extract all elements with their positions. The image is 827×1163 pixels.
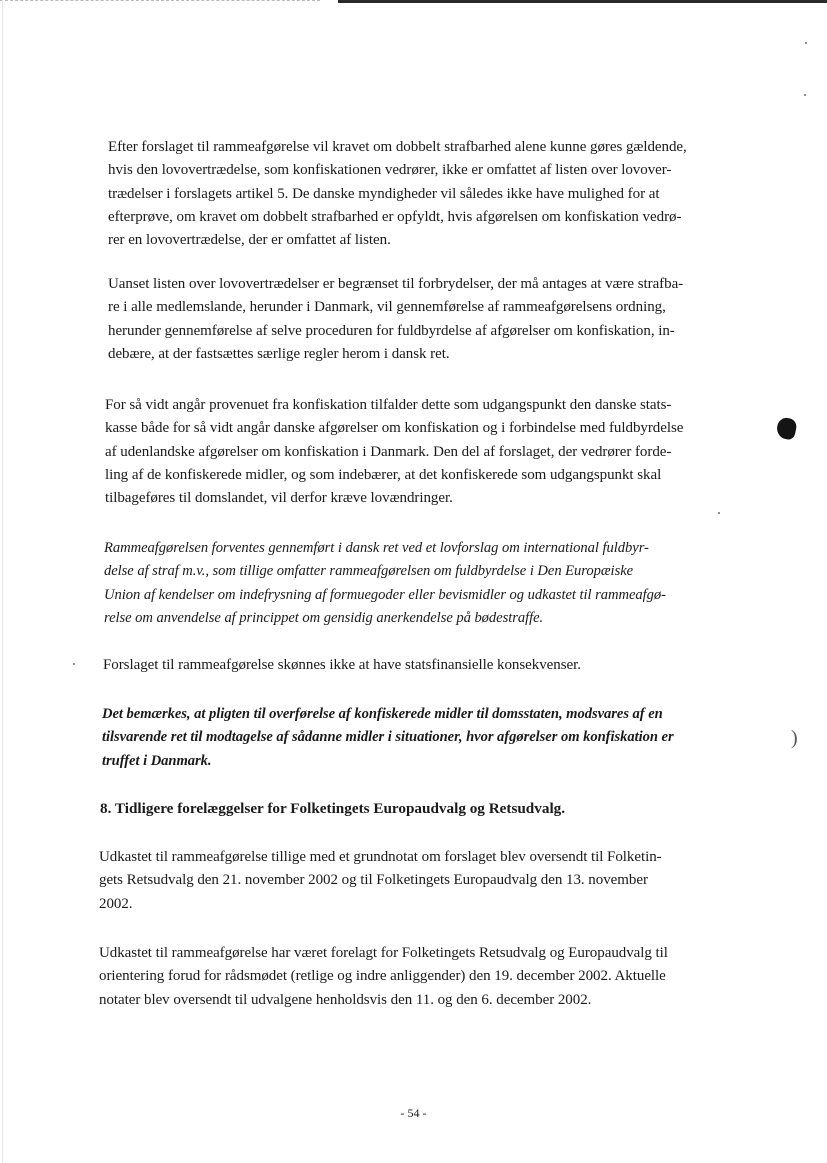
text-line: trædelser i forslagets artikel 5. De danske myndigheder vil således ikke have mulighed for at — [108, 185, 660, 202]
paragraph-provenu — [105, 394, 683, 510]
text-line: gets Retsudvalg den 21. november 2002 og til Folketingets Europaudvalg den 13. november — [99, 872, 648, 889]
text-line: tilbageføres til domslandet, vil derfor kræve lovændringer. — [105, 490, 453, 507]
section-heading: 8. Tidligere forelæggelser for Folketingets Europaudvalg og Retsudvalg. — [100, 800, 566, 817]
paragraph-gennemfoerelse-italic — [104, 537, 666, 630]
paragraph-bemaerkning — [102, 703, 674, 773]
text-line: relse om anvendelse af princippet om gensidig anerkendelse på bødestraffe. — [104, 609, 544, 626]
paragraph-statsfinansielle — [103, 654, 581, 677]
text-line: ling af de konfiskerede midler, og som indebærer, at det konfiskerede som udgangspunkt skal — [105, 466, 662, 483]
text-line: rer en lovovertrædelse, der er omfattet af listen. — [108, 232, 391, 249]
text-line: kasse både for så vidt angår danske afgørelser om konfiskation og i forbindelse med fuldbyrdelse — [105, 420, 684, 437]
text-line: Forslaget til rammeafgørelse skønnes ikke at have statsfinansielle konsekvenser. — [103, 657, 581, 673]
scan-margin-mark: ) — [791, 727, 798, 749]
text-line: Union af kendelser om indefrysning af formuegoder eller bevismidler og udkastet til rammeafgø- — [104, 586, 666, 603]
text-line: debære, at der fastsættes særlige regler herom i dansk ret. — [108, 345, 450, 362]
text-line: Uanset listen over lovovertrædelser er begrænset til forbrydelser, der må antages at være strafba- — [108, 276, 684, 292]
paragraph-forelagt — [99, 942, 668, 1012]
text-line: Udkastet til rammeafgørelse har været forelagt for Folketingets Retsudvalg og Europaudvalg til — [99, 945, 668, 961]
text-line: truffet i Danmark. — [102, 752, 212, 769]
text-line: efterprøve, om kravet om dobbelt strafbarhed er opfyldt, hvis afgørelsen om konfiskation vedrø- — [108, 208, 682, 225]
text-line: Rammeafgørelsen forventes gennemført i dansk ret ved et lovforslag om international fuldbyr- — [104, 540, 649, 556]
text-line: Udkastet til rammeafgørelse tillige med et grundnotat om forslaget blev oversendt til Folketin- — [99, 849, 662, 865]
scan-speck — [805, 42, 807, 44]
paragraph-dobbelt-strafbarhed — [108, 136, 687, 252]
page-number: - 54 - — [400, 1106, 427, 1120]
text-line: Efter forslaget til rammeafgørelse vil kravet om dobbelt strafbarhed alene kunne gøres gældende, — [108, 139, 687, 155]
scan-top-edge-right — [338, 0, 827, 3]
scan-left-edge — [2, 0, 3, 1163]
text-line: notater blev oversendt til udvalgene henholdsvis den 11. og den 6. december 2002. — [99, 991, 592, 1008]
text-line: orientering forud for rådsmødet (retlige og indre anliggender) den 19. december 2002. Aktuelle — [99, 968, 666, 985]
text-line: tilsvarende ret til modtagelse af sådanne midler i situationer, hvor afgørelser om konfiskation er — [102, 729, 674, 746]
scan-speck — [804, 94, 806, 96]
text-line: delse af straf m.v., som tillige omfatter rammeafgørelsen om fuldbyrdelse i Den Europæiske — [104, 563, 634, 580]
text-line: herunder gennemførelse af selve proceduren for fuldbyrdelse af afgørelser om konfiskation, in- — [108, 322, 675, 339]
scan-speck — [73, 663, 75, 665]
text-line: re i alle medlemslande, herunder i Danmark, vil gennemførelse af rammeafgørelsens ordning, — [108, 299, 666, 316]
scan-ink-blot — [775, 416, 798, 440]
text-line: af udenlandske afgørelser om konfiskation i Danmark. Den del af forslaget, der vedrører forde- — [105, 443, 672, 460]
text-line: Det bemærkes, at pligten til overførelse af konfiskerede midler til domsstaten, modsvares af en — [102, 706, 663, 722]
paragraph-dansk-ret — [108, 273, 683, 366]
paragraph-oversendt — [99, 846, 662, 916]
scan-speck — [718, 512, 720, 514]
text-line: For så vidt angår provenuet fra konfiskation tilfalder dette som udgangspunkt den danske stats- — [105, 397, 672, 413]
text-line: hvis den lovovertrædelse, som konfiskationen vedrører, ikke er omfattet af listen over lovover- — [108, 162, 672, 179]
text-line: 2002. — [99, 895, 133, 912]
scan-top-edge-left — [0, 0, 320, 2]
